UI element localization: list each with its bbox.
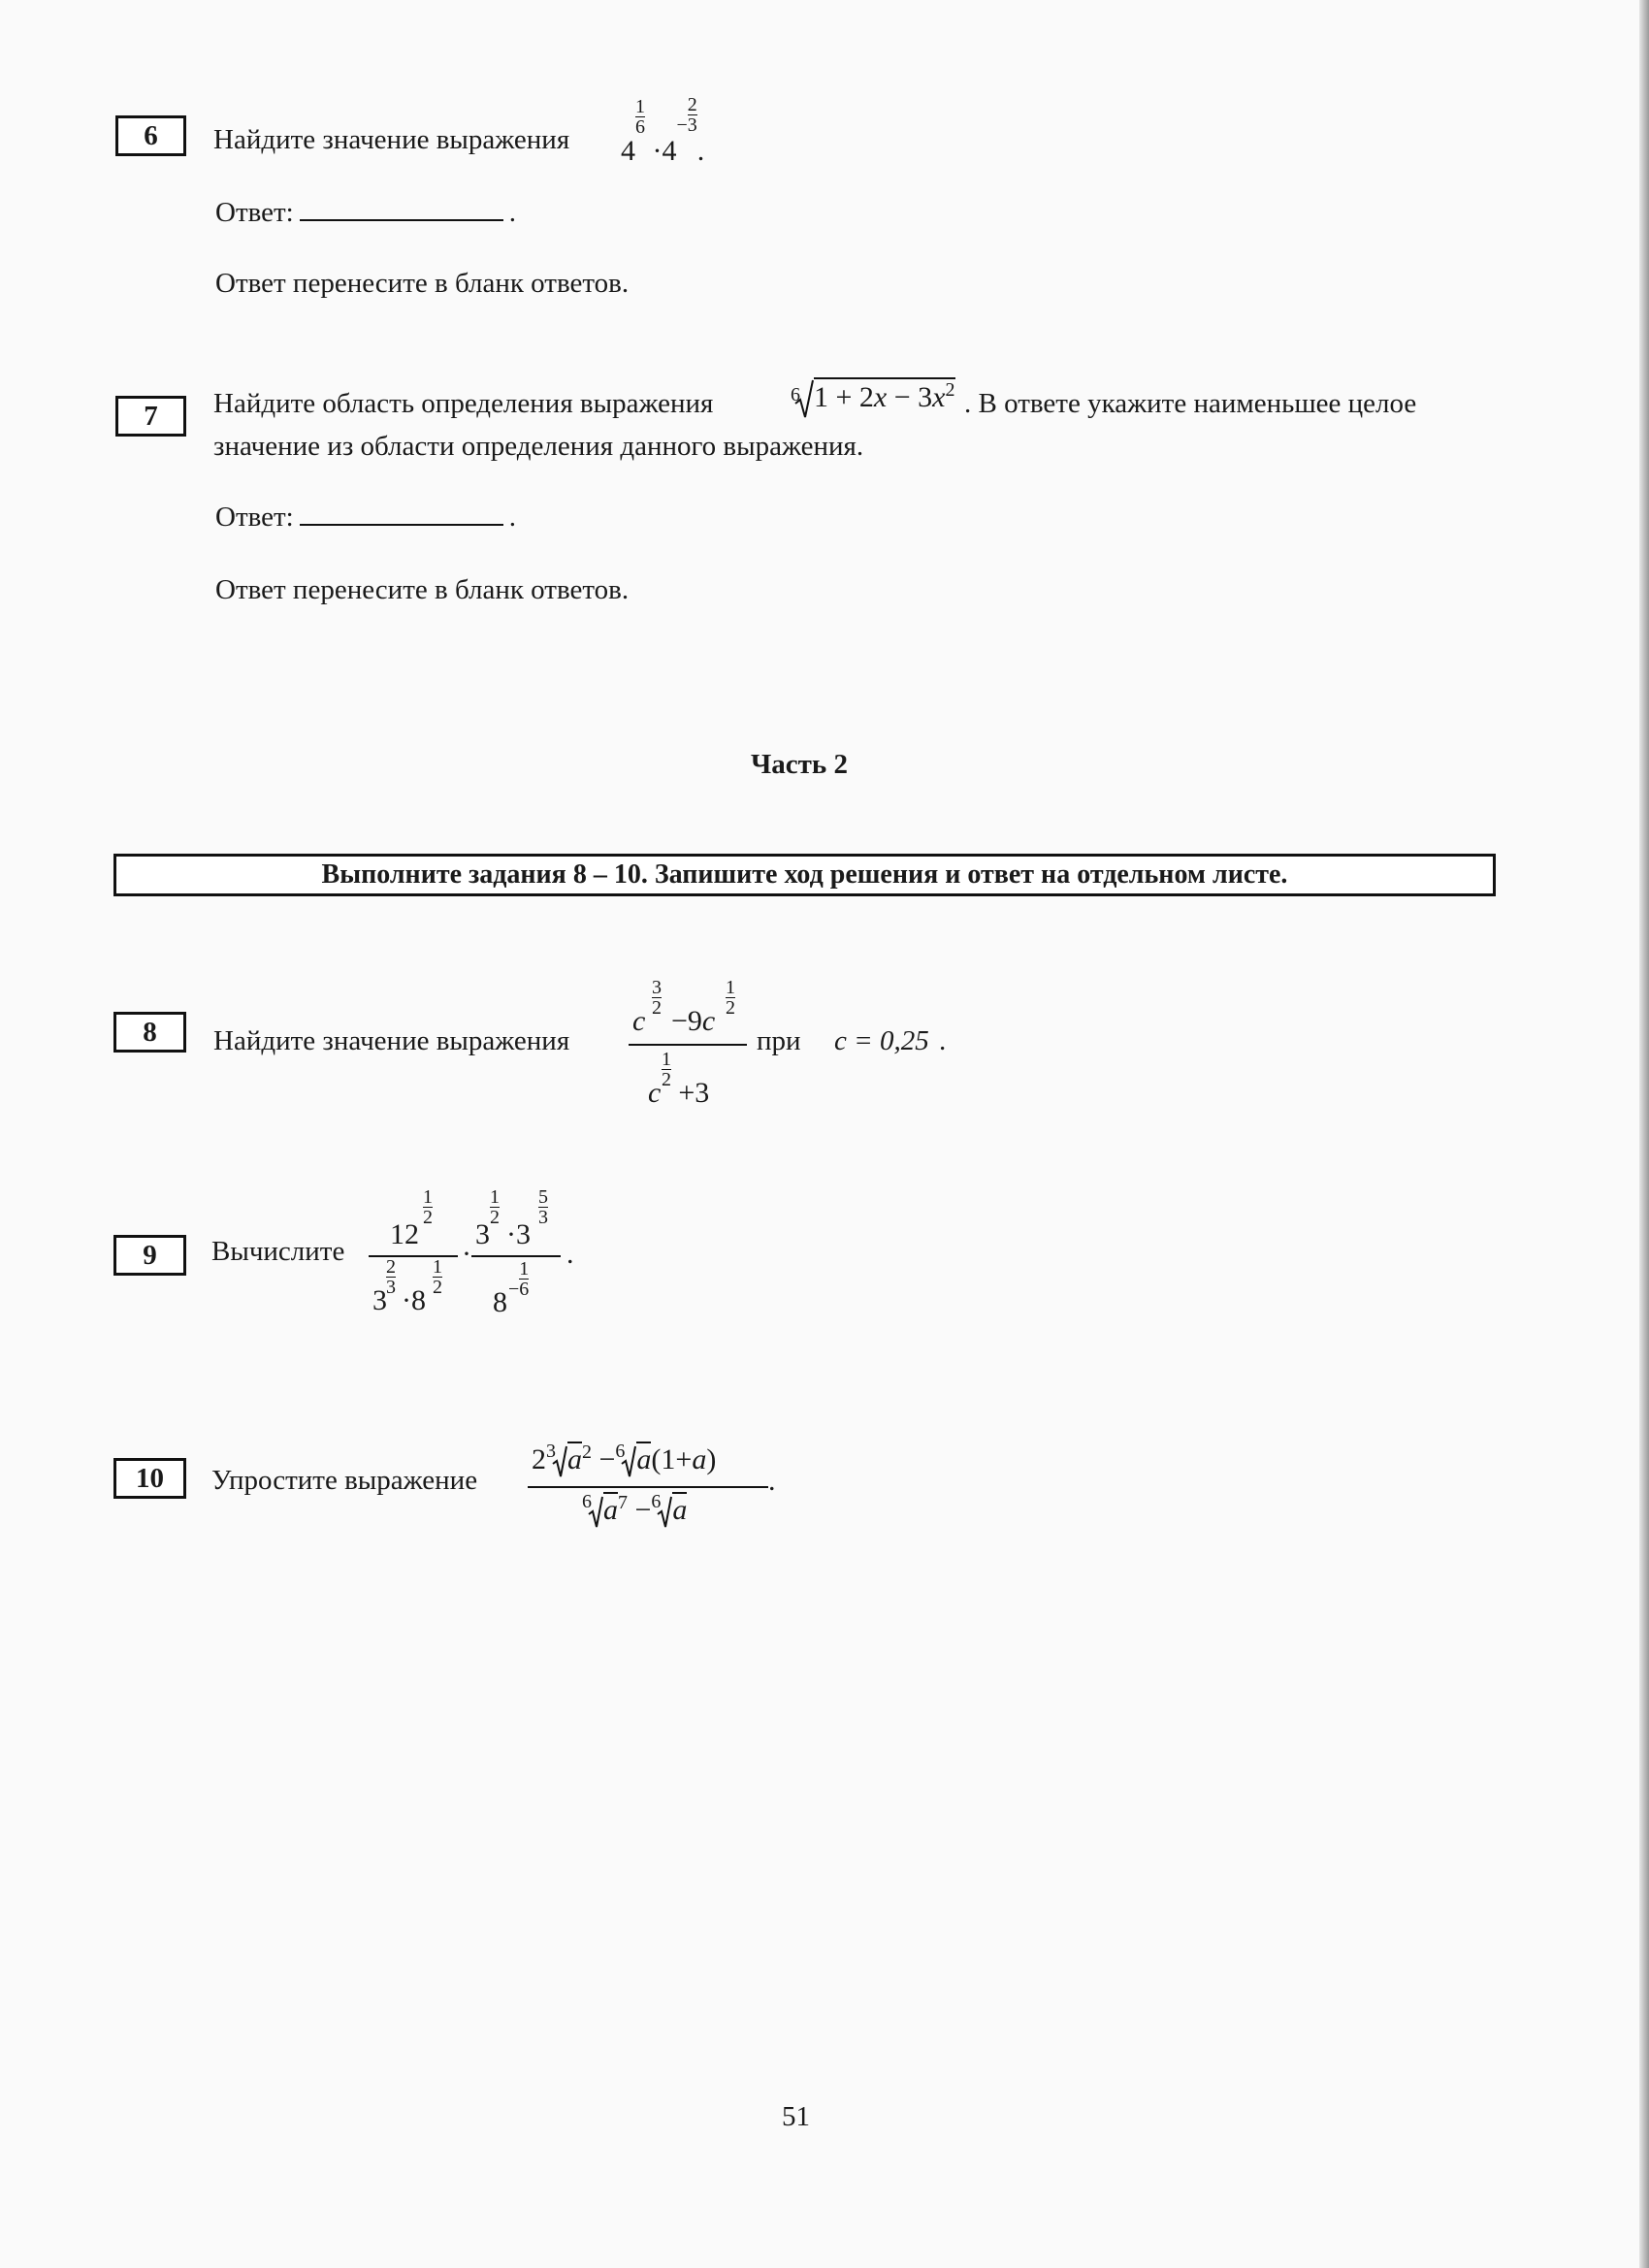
task-text: Вычислите xyxy=(211,1236,345,1267)
transfer-note: Ответ перенесите в бланк ответов. xyxy=(215,268,630,299)
task-text: Найдите значение выражения xyxy=(213,124,570,155)
transfer-note: Ответ перенесите в бланк ответов. xyxy=(215,574,630,605)
task-text: Найдите область определения выражения xyxy=(213,388,714,419)
condition-value: c = 0,25 xyxy=(834,1025,929,1056)
answer-field[interactable]: Ответ: . xyxy=(215,197,516,228)
task-text: Найдите значение выражения xyxy=(213,1025,570,1056)
page-number: 51 xyxy=(782,2101,810,2132)
task-number-box: 8 xyxy=(113,1012,186,1053)
task-text: значение из области определения данного выражения. xyxy=(213,431,864,462)
task-text: Упростите выражение xyxy=(211,1465,478,1496)
task-number-box: 6 xyxy=(115,115,186,156)
instruction-banner: Выполните задания 8 – 10. Запишите ход решения и ответ на отдельном листе. xyxy=(113,854,1496,896)
condition-word: при xyxy=(757,1025,801,1056)
task-number-box: 9 xyxy=(113,1235,186,1276)
task-7-root-expression: $^6$ $1 + 2x - 3x^2$ xyxy=(791,378,955,421)
answer-label: Ответ: xyxy=(215,502,294,533)
answer-line[interactable] xyxy=(300,501,503,526)
task-6-expression: 4 $\frac{1}{6}$ ·4− $\frac{2}{3}$ . xyxy=(621,94,705,167)
task-9-expression: 12 1 2 3 2 3 ·8 1 2 · 3 1 2 ·3 5 3 8 − $\frac{1}{6}$ . xyxy=(369,1183,592,1319)
part-title: Часть 2 xyxy=(751,749,848,780)
answer-label: Ответ: xyxy=(215,197,294,228)
answer-line[interactable] xyxy=(300,196,503,221)
task-number-box: 10 xyxy=(113,1458,186,1499)
answer-field[interactable]: Ответ: . xyxy=(215,502,516,533)
page-edge-shadow xyxy=(1639,0,1649,2268)
condition-period: . xyxy=(939,1025,947,1056)
task-10-fraction: $2^3$ $a^2 -^6$ a(1+a) $^6$ $a^7 -^6$ a . xyxy=(528,1436,780,1552)
task-8-fraction: c 3 2 −9c 1 2 1 2 c +3 xyxy=(629,972,745,1118)
task-text: . В ответе укажите наименьшее целое xyxy=(964,388,1417,419)
task-number-box: 7 xyxy=(115,396,186,437)
